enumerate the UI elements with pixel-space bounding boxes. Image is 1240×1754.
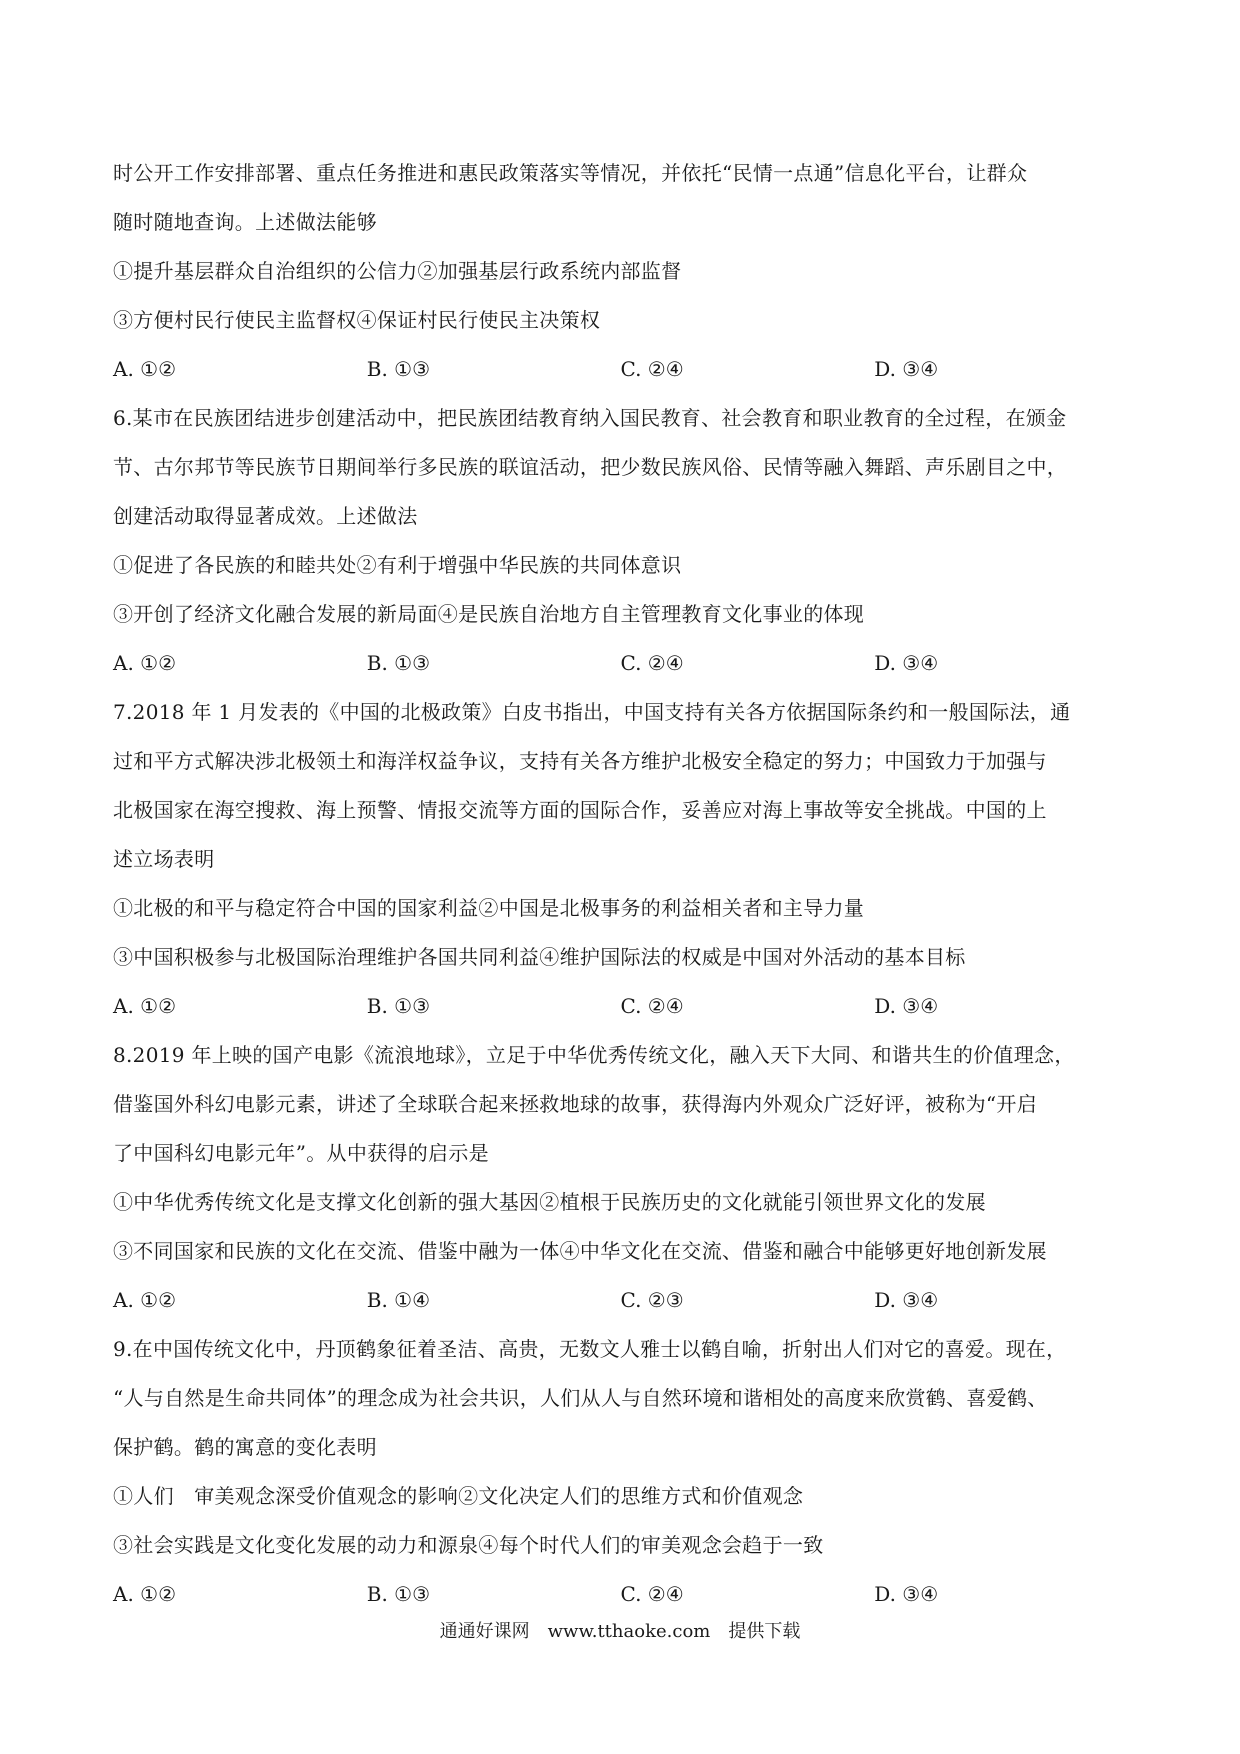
option-c: C. ②④ xyxy=(620,357,684,381)
answer-options xyxy=(113,1581,1128,1607)
statement-line: ①北极的和平与稳定符合中国的国家利益②中国是北极事务的利益相关者和主导力量 xyxy=(113,896,865,920)
answer-options xyxy=(113,993,1128,1019)
stem-line: 6.某市在民族团结进步创建活动中，把民族团结教育纳入国民教育、社会教育和职业教育的全过程，在颁金 xyxy=(113,406,1067,430)
stem-line: 9.在中国传统文化中，丹顶鹤象征着圣洁、高贵，无数文人雅士以鹤自喻，折射出人们对它的喜爱。现在， xyxy=(113,1337,1067,1361)
statement-line: ③开创了经济文化融合发展的新局面④是民族自治地方自主管理教育文化事业的体现 xyxy=(113,602,865,626)
question-9 xyxy=(113,1336,1128,1607)
option-a: A. ①② xyxy=(113,994,177,1018)
stem-line: 8.2019 年上映的国产电影《流浪地球》，立足于中华优秀传统文化，融入天下大同、和谐共生的价值理念， xyxy=(113,1043,1075,1067)
stem-line: 创建活动取得显著成效。上述做法 xyxy=(113,504,418,528)
option-d: D. ③④ xyxy=(874,994,939,1018)
page-footer: 通通好课网 www.tthaoke.com 提供下载 xyxy=(439,1621,801,1642)
stem-line: 时公开工作安排部署、重点任务推进和惠民政策落实等情况，并依托“民情一点通”信息化平台，让群众 xyxy=(113,161,1028,185)
option-a: A. ①② xyxy=(113,1288,177,1312)
question-6 xyxy=(113,405,1128,676)
answer-options xyxy=(113,1287,1128,1313)
option-b: B. ①③ xyxy=(366,357,431,381)
stem-line: 节、古尔邦节等民族节日期间举行多民族的联谊活动，把少数民族风俗、民情等融入舞蹈、声乐剧目之中， xyxy=(113,455,1068,479)
answer-options xyxy=(113,356,1128,382)
option-d: D. ③④ xyxy=(874,1582,939,1606)
option-d: D. ③④ xyxy=(874,357,939,381)
option-d: D. ③④ xyxy=(874,1288,939,1312)
stem-line: 7.2018 年 1 月发表的《中国的北极政策》白皮书指出，中国支持有关各方依据国际条约和一般国际法，通 xyxy=(113,700,1071,724)
option-a: A. ①② xyxy=(113,1582,177,1606)
option-c: C. ②③ xyxy=(620,1288,684,1312)
stem-line: “人与自然是生命共同体”的理念成为社会共识，人们从人与自然环境和谐相处的高度来欣赏鹤、喜爱鹤、 xyxy=(113,1386,1048,1410)
option-c: C. ②④ xyxy=(620,1582,684,1606)
statement-line: ①提升基层群众自治组织的公信力②加强基层行政系统内部监督 xyxy=(113,259,682,283)
stem-line: 北极国家在海空搜救、海上预警、情报交流等方面的国际合作，妥善应对海上事故等安全挑战。中国的上 xyxy=(113,798,1047,822)
option-a: A. ①② xyxy=(113,651,177,675)
question-7 xyxy=(113,699,1128,1019)
question-5 xyxy=(113,160,1128,382)
question-content xyxy=(113,160,1128,1630)
option-c: C. ②④ xyxy=(620,994,684,1018)
option-b: B. ①④ xyxy=(366,1288,431,1312)
option-b: B. ①③ xyxy=(366,1582,431,1606)
statement-line: ①促进了各民族的和睦共处②有利于增强中华民族的共同体意识 xyxy=(113,553,682,577)
stem-line: 过和平方式解决涉北极领土和海洋权益争议，支持有关各方维护北极安全稳定的努力；中国致力于加强与 xyxy=(113,749,1047,773)
statement-line: ①人们 审美观念深受价值观念的影响②文化决定人们的思维方式和价值观念 xyxy=(113,1484,804,1508)
option-b: B. ①③ xyxy=(366,994,431,1018)
stem-line: 了中国科幻电影元年”。从中获得的启示是 xyxy=(113,1141,489,1165)
stem-line: 借鉴国外科幻电影元素，讲述了全球联合起来拯救地球的故事，获得海内外观众广泛好评，被称为“开启 xyxy=(113,1092,1038,1116)
statement-line: ③社会实践是文化变化发展的动力和源泉④每个时代人们的审美观念会趋于一致 xyxy=(113,1533,824,1557)
option-a: A. ①② xyxy=(113,357,177,381)
stem-line: 述立场表明 xyxy=(113,847,215,871)
option-d: D. ③④ xyxy=(874,651,939,675)
statement-line: ③方便村民行使民主监督权④保证村民行使民主决策权 xyxy=(113,308,601,332)
statement-line: ③中国积极参与北极国际治理维护各国共同利益④维护国际法的权威是中国对外活动的基本目标 xyxy=(113,945,966,969)
option-b: B. ①③ xyxy=(366,651,431,675)
stem-line: 保护鹤。鹤的寓意的变化表明 xyxy=(113,1435,377,1459)
stem-line: 随时随地查询。上述做法能够 xyxy=(113,210,377,234)
question-8 xyxy=(113,1042,1128,1313)
answer-options xyxy=(113,650,1128,676)
statement-line: ①中华优秀传统文化是支撑文化创新的强大基因②植根于民族历史的文化就能引领世界文化的发展 xyxy=(113,1190,986,1214)
option-c: C. ②④ xyxy=(620,651,684,675)
statement-line: ③不同国家和民族的文化在交流、借鉴中融为一体④中华文化在交流、借鉴和融合中能够更好地创新发展 xyxy=(113,1239,1047,1263)
